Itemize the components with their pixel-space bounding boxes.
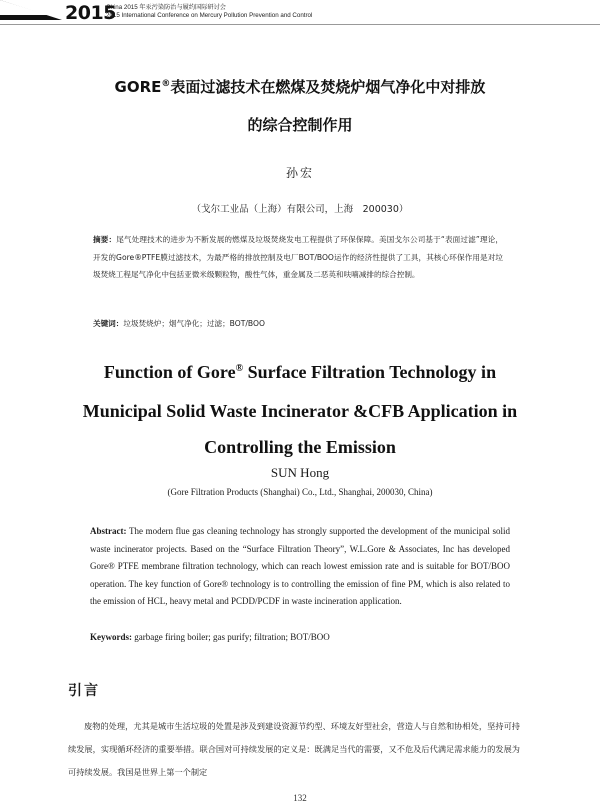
page-number: 132 [293,793,307,803]
cn-title-brand: GORE [114,78,162,96]
cn-abstract [93,231,503,284]
cn-title-registered-mark: ® [161,79,171,89]
en-title-line1 [30,362,570,383]
header-rule [0,24,600,25]
cn-title-line2: 的综合控制作用 [247,116,353,134]
cn-keywords-label: 关键词： [93,319,124,328]
header-conference [106,4,312,20]
section-heading: 引言 [68,683,100,699]
header-conference-en: 2015 International Conference on Mercury Pollution Prevention and Control [106,12,313,19]
cn-author: 孙宏 [285,166,314,180]
cn-affiliation: （戈尔工业品（上海）有限公司，上海 200030） [191,204,409,215]
en-abstract-label: Abstract: [90,526,127,536]
cn-keywords-text: 垃圾焚烧炉；烟气净化；过滤；BOT/BOO [123,319,265,328]
cn-title-line1-text: 表面过滤技术在燃煤及焚烧炉烟气净化中对排放 [170,78,486,96]
en-author: SUN Hong [270,465,330,480]
en-abstract-text: The modern flue gas cleaning technology has strongly supported the development of the municipal solid waste incinerator projects. Based on the “Surface Filtration Theory”, W.L.Gore & Associates, Inc has developed Gore® PTFE membrane filtration technology, which can reach lowest emission rate and is suitable for BOT/BOO operation. The key function of Gore® technology is to controlling the emission of fine PM, which is also related to the emission of HCL, heavy metal and PCDD/PCDF in waste incineration application. [90,526,510,607]
header-year: 2015 [65,2,116,24]
en-affiliation: (Gore Filtration Products (Shanghai) Co., Ltd., Shanghai, 200030, China) [167,487,433,497]
en-title-line1-b: Surface Filtration Technology in [243,362,497,382]
header-conference-cn: China 2015 年汞污染防治与履约国际研讨会 [106,4,226,11]
section-body: 废物的处理，尤其是城市生活垃圾的处置是涉及到建设资源节约型、环境友好型社会，营造人与自然和协相处，坚持可持续发展，实现循环经济的重要举措。联合国对可持续发展的定义是：既满足当代的需要，又不危及后代满足需求能力的发展为可持续发展。我国是世界上第一个制定 [68,721,520,777]
cn-title-line1 [30,76,570,97]
en-title-line2: Municipal Solid Waste Incinerator &CFB Application in [82,401,518,421]
cn-abstract-text: 尾气处理技术的进步为不断发展的燃煤及垃圾焚烧发电工程提供了环保保障。美国戈尔公司基于“表面过滤”理论，开发的Gore®PTFE膜过滤技术，为最严格的排放控制及电厂BOT/BOO运作的经济性提供了工具，其核心环保作用是对垃圾焚烧工程尾气净化中包括亚微米级颗粒物，酸性气体，重金属及二恶英和呋喃减排的综合控制。 [93,235,503,279]
cn-abstract-label: 摘要： [93,235,117,244]
en-keywords-text: garbage firing boiler; gas purify; filtration; BOT/BOO [132,632,330,642]
en-title-line1-a: Function of Gore [103,362,236,382]
cn-keywords [93,318,503,329]
en-abstract [90,523,510,611]
en-keywords [90,632,510,642]
en-title-registered-mark: ® [235,363,244,374]
header-triangle-mark [0,0,62,20]
en-keywords-label: Keywords: [90,632,132,642]
en-title-line3: Controlling the Emission [204,437,396,457]
